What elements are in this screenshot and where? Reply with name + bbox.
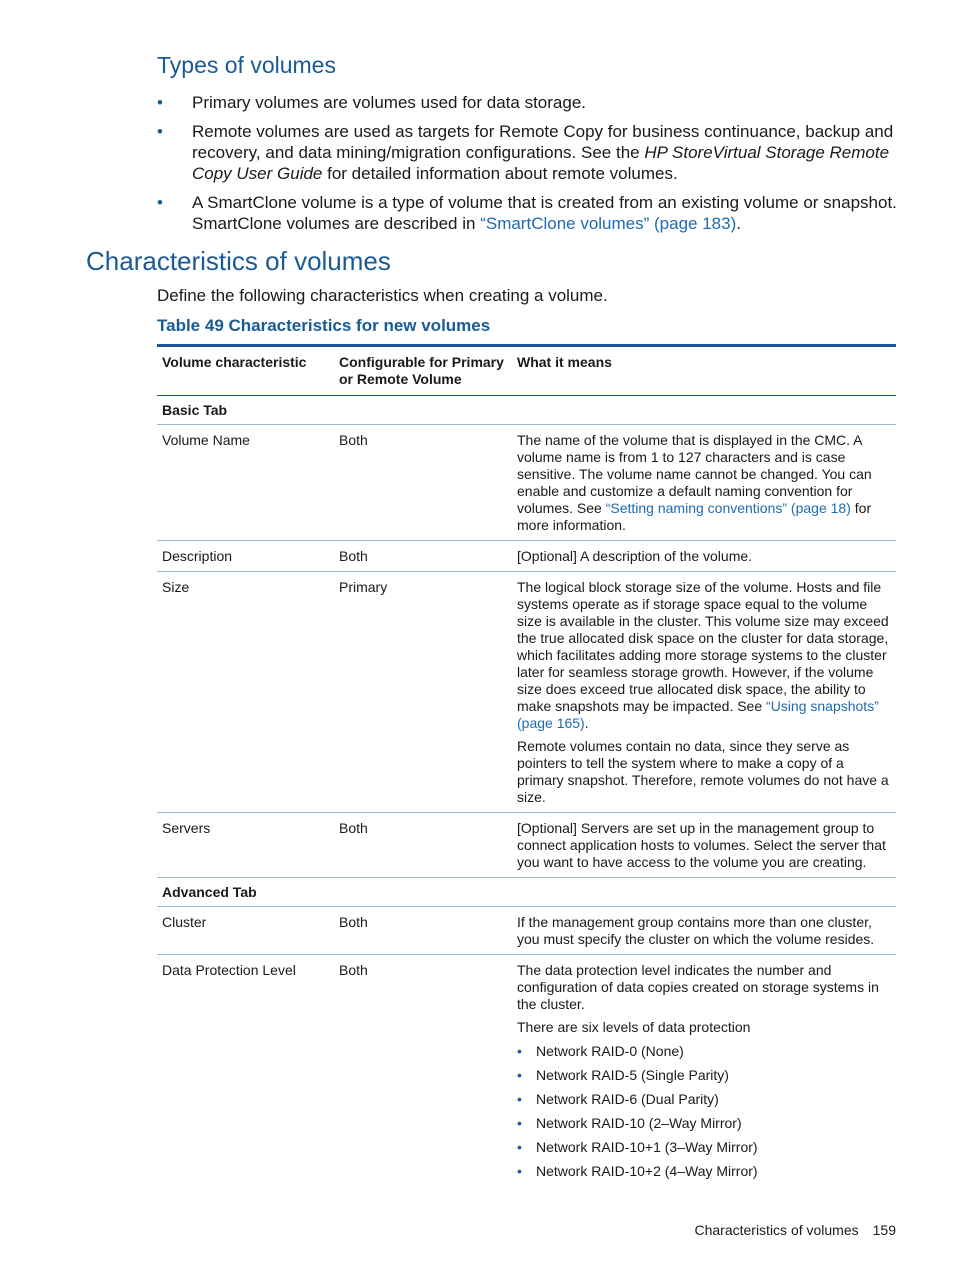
meaning-text: The logical block storage size of the volume. Hosts and file systems operate as if storage space equal to the volume size is available in the cluster. This volume size may exceed the true allocated disk space on the cluster for data storage, which facilitates adding more storage systems to the cluster later for seamless storage growth. However, if the volume size does exceed true allocated disk space, the ability to make snapshots may be impacted. See bbox=[517, 579, 889, 714]
protection-level-text: Network RAID-10 (2–Way Mirror) bbox=[536, 1115, 742, 1131]
list-item bbox=[517, 1091, 891, 1108]
bullet-icon: • bbox=[157, 193, 163, 212]
list-item bbox=[157, 92, 899, 113]
guide-title: HP StoreVirtual Storage Remote Copy User Guide bbox=[192, 143, 890, 183]
meaning-paragraph: Remote volumes contain no data, since they serve as pointers to tell the system where to make a copy of a primary snapshot. Therefore, remote volumes do not have a size. bbox=[517, 738, 889, 805]
configurable-cell: Both bbox=[339, 432, 368, 448]
column-header-configurable: Configurable for Primary or Remote Volume bbox=[339, 354, 504, 387]
configurable-cell: Both bbox=[339, 914, 368, 930]
protection-level-text: Network RAID-0 (None) bbox=[536, 1043, 684, 1059]
list-item bbox=[157, 121, 899, 184]
characteristic-cell: Volume Name bbox=[162, 432, 250, 448]
table-header-row bbox=[157, 347, 896, 396]
bullet-icon: • bbox=[517, 1115, 522, 1131]
column-header-meaning: What it means bbox=[517, 354, 612, 370]
list-item-text: Remote volumes are used as targets for Remote Copy for business continuance, backup and recovery, and data mining/migration configurations. See the bbox=[192, 122, 894, 162]
meaning-paragraph: There are six levels of data protection bbox=[517, 1019, 751, 1035]
list-item-text: A SmartClone volume is a type of volume that is created from an existing volume or snapshot. SmartClone volumes are described in bbox=[192, 193, 897, 233]
using-snapshots-link[interactable]: “Using snapshots” (page 165) bbox=[517, 698, 879, 731]
bullet-icon: • bbox=[517, 1043, 522, 1059]
meaning-cell: If the management group contains more than one cluster, you must specify the cluster on which the volume resides. bbox=[517, 914, 875, 947]
meaning-paragraph: The data protection level indicates the number and configuration of data copies created on storage systems in the cluster. bbox=[517, 962, 879, 1012]
configurable-cell: Both bbox=[339, 962, 368, 978]
section-row-basic-tab bbox=[157, 396, 896, 425]
meaning-paragraph bbox=[517, 579, 891, 732]
naming-conventions-link[interactable]: “Setting naming conventions” (page 18) bbox=[605, 500, 851, 516]
bullet-icon: • bbox=[517, 1091, 522, 1107]
column-header-characteristic: Volume characteristic bbox=[162, 354, 307, 370]
table-row bbox=[157, 907, 896, 955]
protection-levels-list bbox=[517, 1043, 891, 1180]
meaning-cell: [Optional] A description of the volume. bbox=[517, 548, 753, 564]
types-of-volumes-list bbox=[157, 92, 899, 242]
characteristic-cell: Servers bbox=[162, 820, 211, 836]
protection-level-text: Network RAID-6 (Dual Parity) bbox=[536, 1091, 719, 1107]
bullet-icon: • bbox=[517, 1139, 522, 1155]
configurable-cell: Both bbox=[339, 548, 368, 564]
table-row bbox=[157, 955, 896, 1186]
list-item-text: . bbox=[736, 214, 741, 233]
characteristic-cell: Size bbox=[162, 579, 190, 595]
smartclone-volumes-link[interactable]: “SmartClone volumes” (page 183) bbox=[480, 214, 737, 233]
footer-section-title: Characteristics of volumes bbox=[694, 1222, 859, 1238]
protection-level-text: Network RAID-5 (Single Parity) bbox=[536, 1067, 729, 1083]
section-label: Advanced Tab bbox=[162, 884, 257, 900]
protection-level-text: Network RAID-10+2 (4–Way Mirror) bbox=[536, 1163, 758, 1179]
characteristic-cell: Cluster bbox=[162, 914, 207, 930]
list-item bbox=[157, 192, 899, 234]
list-item bbox=[517, 1163, 891, 1180]
bullet-icon: • bbox=[157, 93, 163, 112]
configurable-cell: Both bbox=[339, 820, 368, 836]
list-item-text: for detailed information about remote volumes. bbox=[322, 164, 678, 183]
meaning-cell: [Optional] Servers are set up in the management group to connect application hosts to volumes. Select the server that you want to have access to the volume you are creating. bbox=[517, 820, 886, 870]
list-item bbox=[517, 1043, 891, 1060]
page-footer bbox=[694, 1222, 896, 1239]
bullet-icon: • bbox=[517, 1163, 522, 1179]
section-label: Basic Tab bbox=[162, 402, 228, 418]
table-row bbox=[157, 813, 896, 878]
list-item bbox=[517, 1115, 891, 1132]
characteristics-table bbox=[157, 344, 896, 1186]
meaning-cell bbox=[512, 425, 896, 540]
section-heading-types-of-volumes: Types of volumes bbox=[157, 52, 336, 78]
section-row-advanced-tab bbox=[157, 878, 896, 907]
meaning-text: . bbox=[584, 715, 589, 731]
configurable-cell: Primary bbox=[339, 579, 388, 595]
list-item bbox=[517, 1139, 891, 1156]
characteristic-cell: Description bbox=[162, 548, 233, 564]
list-item-text: Primary volumes are volumes used for data storage. bbox=[192, 93, 587, 112]
list-item bbox=[517, 1067, 891, 1084]
meaning-text: for more information. bbox=[517, 500, 872, 533]
meaning-cell bbox=[512, 572, 896, 812]
table-row bbox=[157, 572, 896, 813]
table-row bbox=[157, 425, 896, 541]
table-row bbox=[157, 541, 896, 572]
characteristic-cell: Data Protection Level bbox=[162, 962, 296, 978]
meaning-cell bbox=[512, 955, 896, 1186]
bullet-icon: • bbox=[157, 122, 163, 141]
table-caption: Table 49 Characteristics for new volumes bbox=[157, 316, 491, 335]
page-title: Characteristics of volumes bbox=[86, 246, 391, 276]
protection-level-text: Network RAID-10+1 (3–Way Mirror) bbox=[536, 1139, 758, 1155]
intro-paragraph: Define the following characteristics when creating a volume. bbox=[157, 286, 608, 305]
meaning-text: The name of the volume that is displayed in the CMC. A volume name is from 1 to 127 characters and is case sensitive. The volume name cannot be changed. You can enable and customize a default naming convention for volumes. See bbox=[517, 432, 872, 516]
page-number: 159 bbox=[872, 1222, 896, 1238]
bullet-icon: • bbox=[517, 1067, 522, 1083]
